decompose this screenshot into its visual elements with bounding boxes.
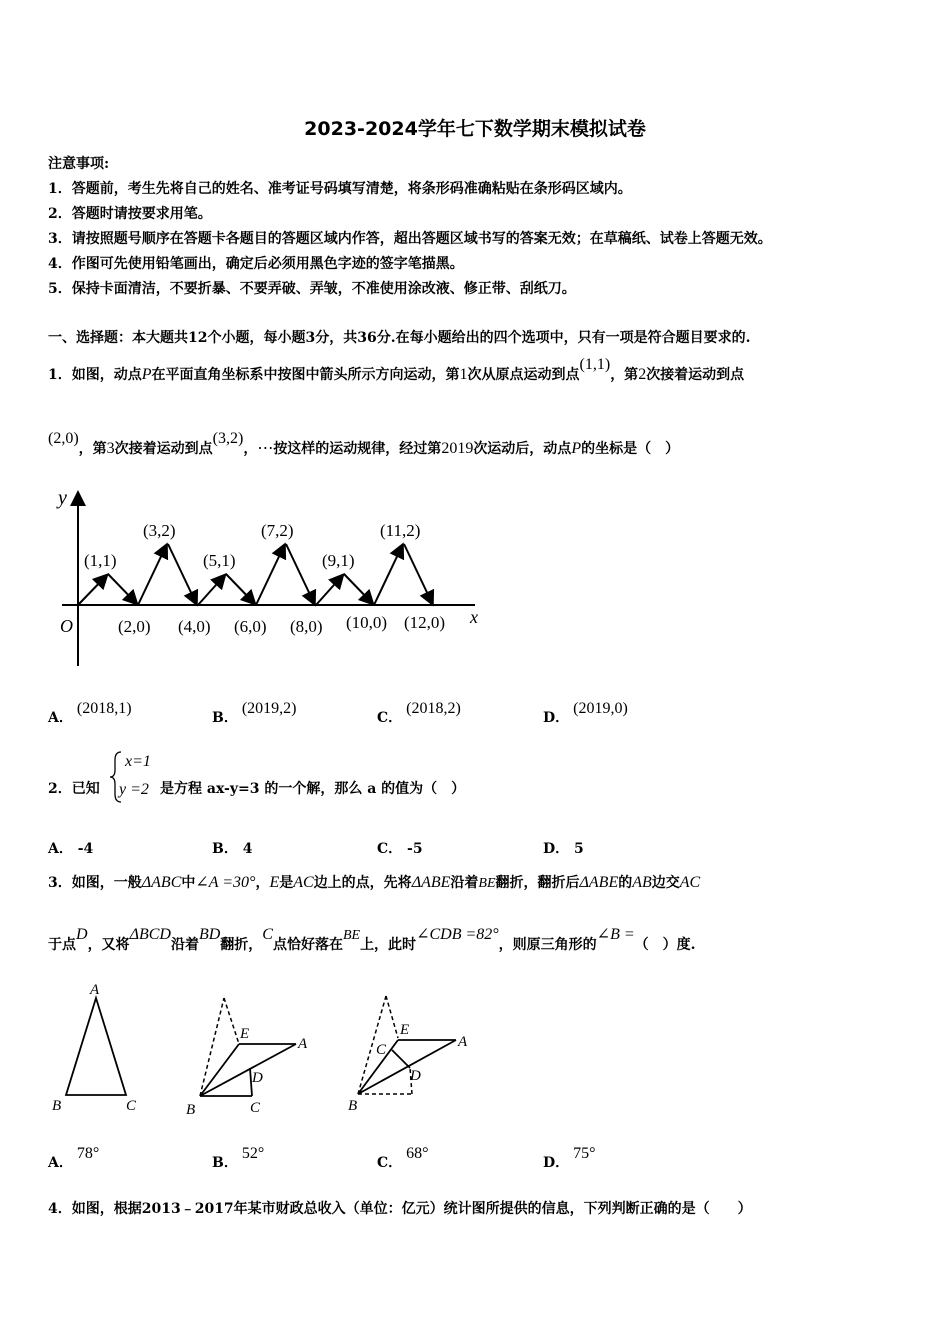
graph-ground-label: (4,0) (178, 617, 211, 636)
x-axis-label: x (470, 607, 478, 627)
svg-text:B: B (186, 1102, 196, 1118)
q3-figure-first-fold (184, 990, 324, 1120)
q1-num: 2 (638, 366, 647, 383)
q1-num: 1 (459, 366, 468, 383)
svg-text:A: A (458, 1034, 468, 1050)
math: BE (478, 876, 496, 891)
q1-line-1 (48, 356, 745, 384)
q1-coordinate: (1,1) (579, 356, 611, 373)
q3-option-a[interactable]: A．78° (48, 1145, 100, 1171)
section-heading: 一、选择题：本大题共12个小题，每小题3分，共36分.在每小题给出的四个选项中，只有一项是符合题目要求的. (48, 330, 751, 346)
math: ∠A =30° (195, 874, 256, 891)
q3-line-2: 于点D，又将ΔBCD沿着BD翻折，C点恰好落在BE上，此时∠CDB =82°，则原三角形的∠B =（ ）度. (48, 926, 696, 953)
q1-text: ，第 (610, 367, 639, 383)
svg-text:B: B (348, 1098, 358, 1114)
q3-line-1: 3．如图，一般ΔABC中∠A =30°，E是AC边上的点，先将ΔABE沿着BE翻折，翻折后ΔABE的AB边交AC (48, 874, 701, 891)
svg-text:E: E (400, 1022, 410, 1038)
graph-ground-label: (6,0) (234, 617, 267, 636)
q1-text: 在平面直角坐标系中按图中箭头所示方向运动，第 (151, 367, 460, 383)
notice-item-2: 2．答题时请按要求用笔。 (48, 206, 212, 222)
notice-heading: 注意事项: (48, 156, 110, 172)
q2-option-d[interactable]: D． 5 (543, 841, 584, 857)
q1-coordinate-graph (50, 484, 490, 670)
svg-text:C: C (376, 1042, 387, 1058)
q1-text: 次接着运动到点 (114, 441, 213, 457)
graph-peak-label: (9,1) (322, 551, 355, 570)
svg-text:E: E (240, 1026, 250, 1042)
math: BD (198, 926, 221, 943)
math: ∠CDB =82° (416, 926, 499, 943)
q1-num: 2019 (441, 440, 474, 457)
q4-text: 4．如图，根据2013﹣2017年某市财政总收入（单位：亿元）统计图所提供的信息，下列判断正确的是（ ） (48, 1201, 752, 1217)
q1-option-b[interactable]: B．(2019,2) (212, 700, 297, 726)
svg-text:C: C (126, 1098, 137, 1114)
math: ΔABE (579, 874, 619, 891)
q2-option-a[interactable]: A． -4 (48, 841, 94, 857)
q2-option-b[interactable]: B． 4 (212, 841, 253, 857)
graph-peak-label: (11,2) (380, 521, 421, 540)
q1-text: ，第 (78, 441, 107, 457)
graph-ground-label: (12,0) (404, 613, 446, 632)
math: ΔABC (141, 874, 182, 891)
q1-text: 1．如图，动点 (48, 367, 142, 383)
q2-text: 是方程 ax-y=3 的一个解，那么 a 的值为（ ） (160, 781, 466, 797)
graph-peak-label: (3,2) (143, 521, 176, 540)
math: AC (679, 874, 701, 891)
q2-equation-1: x=1 (125, 753, 151, 770)
graph-ground-label: (10,0) (346, 613, 388, 632)
graph-peak-label: (5,1) (203, 551, 236, 570)
q2-equation-system (109, 750, 157, 804)
q3-figure-second-fold (346, 990, 486, 1120)
q2-prefix: 2．已知 (48, 781, 100, 797)
q1-option-d[interactable]: D．(2019,0) (543, 700, 628, 726)
q2-equation-2: y =2 (119, 781, 149, 798)
q1-text: 次运动后，动点 (473, 441, 572, 457)
graph-peak-label: (7,2) (261, 521, 294, 540)
notice-item-3: 3．请按照题号顺序在答题卡各题目的答题区域内作答，超出答题区域书写的答案无效；在草稿纸、试卷上答题无效。 (48, 231, 772, 247)
notice-item-5: 5．保持卡面清洁，不要折暴、不要弄破、弄皱，不准使用涂改液、修正带、刮纸刀。 (48, 281, 576, 297)
math: ∠B = (596, 926, 635, 943)
q3-option-b[interactable]: B．52° (212, 1145, 265, 1171)
q1-line-2 (48, 430, 680, 458)
q1-coordinate: (3,2) (212, 430, 244, 447)
svg-text:A: A (298, 1036, 308, 1052)
q3-option-c[interactable]: C．68° (377, 1145, 429, 1171)
q1-option-a[interactable]: A．(2018,1) (48, 700, 132, 726)
page-title: 2023-2024学年七下数学期末模拟试卷 (304, 118, 646, 140)
math: D (76, 926, 88, 943)
q1-text: 按这样的运动规律，经过第 (273, 441, 442, 457)
svg-text:C: C (250, 1100, 261, 1116)
math: AB (632, 874, 652, 891)
svg-text:B: B (52, 1098, 62, 1114)
origin-label: O (60, 616, 73, 636)
q1-text: 次从原点运动到点 (467, 367, 580, 383)
notice-item-4: 4．作图可先使用铅笔画出，确定后必须用黑色字迹的签字笔描黑。 (48, 256, 464, 272)
math: E (269, 874, 280, 891)
math: BE (342, 928, 361, 943)
y-axis-label: y (58, 487, 67, 509)
q1-ellipsis: ⋯ (257, 440, 274, 457)
graph-ground-label: (2,0) (118, 617, 151, 636)
svg-text:D: D (410, 1068, 421, 1084)
q1-text: 次接着运动到点 (646, 367, 745, 383)
graph-peak-label: (1,1) (84, 551, 117, 570)
notice-item-1: 1．答题前，考生先将自己的姓名、准考证号码填写清楚，将条形码准确粘贴在条形码区域内。 (48, 181, 632, 197)
q3-figure-triangle (46, 980, 146, 1115)
q1-text: 的坐标是（ ） (581, 441, 680, 457)
q1-option-c[interactable]: C．(2018,2) (377, 700, 461, 726)
svg-text:D: D (252, 1070, 263, 1086)
math: ΔABE (411, 874, 451, 891)
q1-point-p: P (141, 366, 152, 383)
svg-text:A: A (90, 982, 100, 998)
q1-num: 3 (106, 440, 115, 457)
graph-ground-label: (8,0) (290, 617, 323, 636)
math: C (262, 926, 273, 943)
q2-option-c[interactable]: C． -5 (377, 841, 423, 857)
math: AC (293, 874, 314, 891)
math: ΔBCD (129, 926, 171, 943)
q1-coordinate: (2,0) (48, 430, 79, 447)
q3-option-d[interactable]: D．75° (543, 1145, 596, 1171)
q1-text: ， (243, 441, 258, 457)
q1-point-p: P (571, 440, 582, 457)
